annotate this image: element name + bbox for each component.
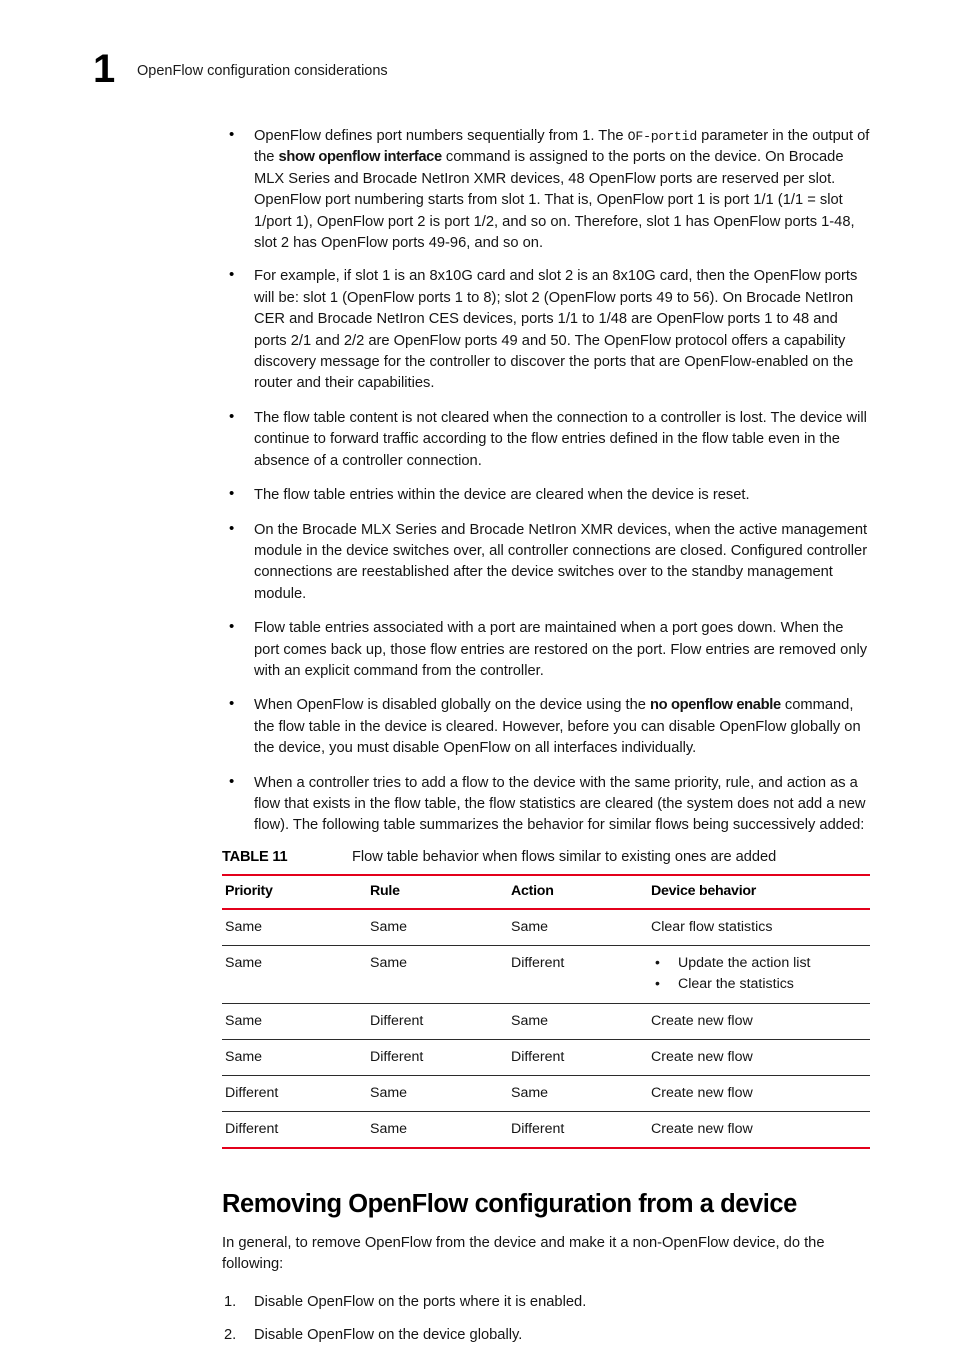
cell-priority: Same bbox=[222, 1039, 367, 1075]
cell-action: Same bbox=[508, 909, 648, 946]
chapter-title: OpenFlow configuration considerations bbox=[137, 63, 388, 79]
step-text: Disable OpenFlow on the device globally. bbox=[254, 1327, 523, 1343]
table-row bbox=[222, 1039, 870, 1075]
cell-rule: Same bbox=[367, 1111, 508, 1148]
removal-steps-list bbox=[222, 1292, 870, 1347]
table-row bbox=[222, 909, 870, 946]
cell-rule: Same bbox=[367, 1075, 508, 1111]
section-heading-removing-openflow: Removing OpenFlow configuration from a device bbox=[222, 1189, 797, 1218]
column-header-priority: Priority bbox=[222, 875, 367, 909]
cell-action: Different bbox=[508, 945, 648, 1003]
cell-rule: Same bbox=[367, 945, 508, 1003]
table-caption bbox=[222, 847, 870, 874]
list-item bbox=[222, 126, 870, 254]
list-item bbox=[222, 618, 870, 682]
list-item bbox=[222, 520, 870, 606]
section-intro-paragraph: In general, to remove OpenFlow from the device and make it a non-OpenFlow device, do the following: bbox=[222, 1234, 825, 1273]
table-row bbox=[222, 1003, 870, 1039]
step-text: Disable OpenFlow on the ports where it is enabled. bbox=[254, 1293, 587, 1310]
bullet-paragraph-duplicate-flow: • When a controller tries to add a flow to the device with the same priority, rule, and action as a flow that exists in the flow table, the flow statistics are cleared (the system does not add a new flow). The following table summarizes the behavior for similar flows being successively added: bbox=[254, 774, 866, 834]
table-body bbox=[222, 909, 870, 1148]
cell-rule: Different bbox=[367, 1003, 508, 1039]
cell-priority: Different bbox=[222, 1075, 367, 1111]
bullet-paragraph-management-switchover: • On the Brocade MLX Series and Brocade NetIron XMR devices, when the active management module in the device switches over, all controller connections are closed. Configured controller connections are reestablished after the device switches over to the standby management module. bbox=[254, 521, 868, 602]
cell-device-behavior bbox=[648, 945, 870, 1003]
bullet-paragraph-port-down-entries: • Flow table entries associated with a port are maintained when a port goes down. When the port comes back up, those flow entries are restored on the port. Flow entries are removed only with an explicit command from the controller. bbox=[254, 620, 868, 679]
table-label: TABLE 11 bbox=[222, 848, 288, 865]
cell-priority: Same bbox=[222, 909, 367, 946]
table-row bbox=[222, 945, 870, 1003]
bullet-paragraph-disable-globally bbox=[254, 695, 870, 759]
column-header-device-behavior: Device behavior bbox=[648, 875, 870, 909]
cell-priority: Same bbox=[222, 945, 367, 1003]
cell-device-behavior: Clear flow statistics bbox=[648, 909, 870, 946]
inline-code-of-portid: OF-portid bbox=[627, 129, 698, 144]
cell-device-behavior: Create new flow bbox=[648, 1075, 870, 1111]
list-item bbox=[222, 1325, 870, 1346]
cell-rule: Same bbox=[367, 909, 508, 946]
column-header-rule: Rule bbox=[367, 875, 508, 909]
inline-command-show-openflow-interface: show openflow interface bbox=[278, 149, 442, 166]
list-item bbox=[222, 695, 870, 759]
cell-list-item: • Clear the statistics bbox=[651, 974, 864, 995]
bullet-paragraph-port-numbering bbox=[254, 126, 870, 254]
page-running-header bbox=[0, 48, 954, 94]
cell-device-behavior: Create new flow bbox=[648, 1039, 870, 1075]
text-fragment: command, the flow table in the device is cleared. However, before you can disable OpenFlow globally on the device, you must disable OpenFlow on all interfaces individually. bbox=[254, 697, 861, 757]
table-row bbox=[222, 1111, 870, 1148]
table-row bbox=[222, 1075, 870, 1111]
considerations-bullet-list bbox=[222, 126, 870, 837]
list-item bbox=[222, 1292, 870, 1313]
column-header-action: Action bbox=[508, 875, 648, 909]
bullet-paragraph-entries-cleared-on-reset: • The flow table entries within the device are cleared when the device is reset. bbox=[254, 487, 750, 504]
list-item bbox=[222, 408, 870, 472]
text-fragment: When OpenFlow is disabled globally on the device using the bbox=[254, 697, 650, 714]
table-header bbox=[222, 875, 870, 909]
cell-priority: Different bbox=[222, 1111, 367, 1148]
list-item-continuation-wrapper bbox=[222, 266, 870, 394]
cell-device-behavior: Create new flow bbox=[648, 1003, 870, 1039]
cell-action: Same bbox=[508, 1003, 648, 1039]
table-title: Flow table behavior when flows similar to existing ones are added bbox=[352, 848, 777, 865]
list-item bbox=[222, 773, 870, 837]
table-11-wrapper bbox=[222, 847, 870, 1149]
text-fragment: OpenFlow defines port numbers sequentially from 1. The bbox=[254, 128, 628, 144]
text-fragment: parameter in the output of the bbox=[254, 128, 870, 166]
list-item bbox=[222, 485, 870, 506]
chapter-number: 1 bbox=[93, 47, 115, 91]
bullet-paragraph-flow-table-not-cleared: • The flow table content is not cleared when the connection to a controller is lost. The device will continue to forward traffic according to the flow entries defined in the flow table even in the absence of a controller connection. bbox=[254, 409, 867, 469]
cell-action: Same bbox=[508, 1075, 648, 1111]
cell-list-item: • Update the action list bbox=[651, 953, 864, 974]
cell-bullet-list bbox=[651, 953, 864, 995]
cell-action: Different bbox=[508, 1039, 648, 1075]
cell-action: Different bbox=[508, 1111, 648, 1148]
step-number: 1. bbox=[224, 1293, 237, 1310]
step-number: 2. bbox=[224, 1327, 237, 1343]
flow-behavior-table bbox=[222, 874, 870, 1149]
table-header-row bbox=[222, 875, 870, 909]
cell-priority: Same bbox=[222, 1003, 367, 1039]
page-content bbox=[222, 126, 870, 1358]
cell-rule: Different bbox=[367, 1039, 508, 1075]
text-fragment: command is assigned to the ports on the device. On Brocade MLX Series and Brocade NetIron XMR devices, 48 OpenFlow ports are reserved per slot. OpenFlow port numbering starts from slot 1. That is, OpenFlow port 1 is port 1/1 (1/1 = slot 1/port 1), OpenFlow port 2 is port 1/2, and so on. Therefore, slot 1 has OpenFlow ports 1-48, slot 2 has OpenFlow ports 49-96, and so on. bbox=[254, 149, 855, 252]
bullet-continuation-paragraph: • For example, if slot 1 is an 8x10G card and slot 2 is an 8x10G card, then the OpenFlow ports will be: slot 1 (OpenFlow ports 1 to 8); slot 2 (OpenFlow ports 49 to 56). On Brocade NetIron CER and Brocade NetIron CES devices, ports 1/1 to 1/48 are OpenFlow ports 1 to 48 and ports 2/1 and 2/2 are OpenFlow ports 49 and 50. The OpenFlow protocol offers a capability discovery message for the controller to discover the ports that are OpenFlow-enabled on the router and their capabilities. bbox=[254, 268, 858, 392]
inline-command-no-openflow-enable: no openflow enable bbox=[649, 697, 781, 714]
cell-device-behavior: Create new flow bbox=[648, 1111, 870, 1148]
